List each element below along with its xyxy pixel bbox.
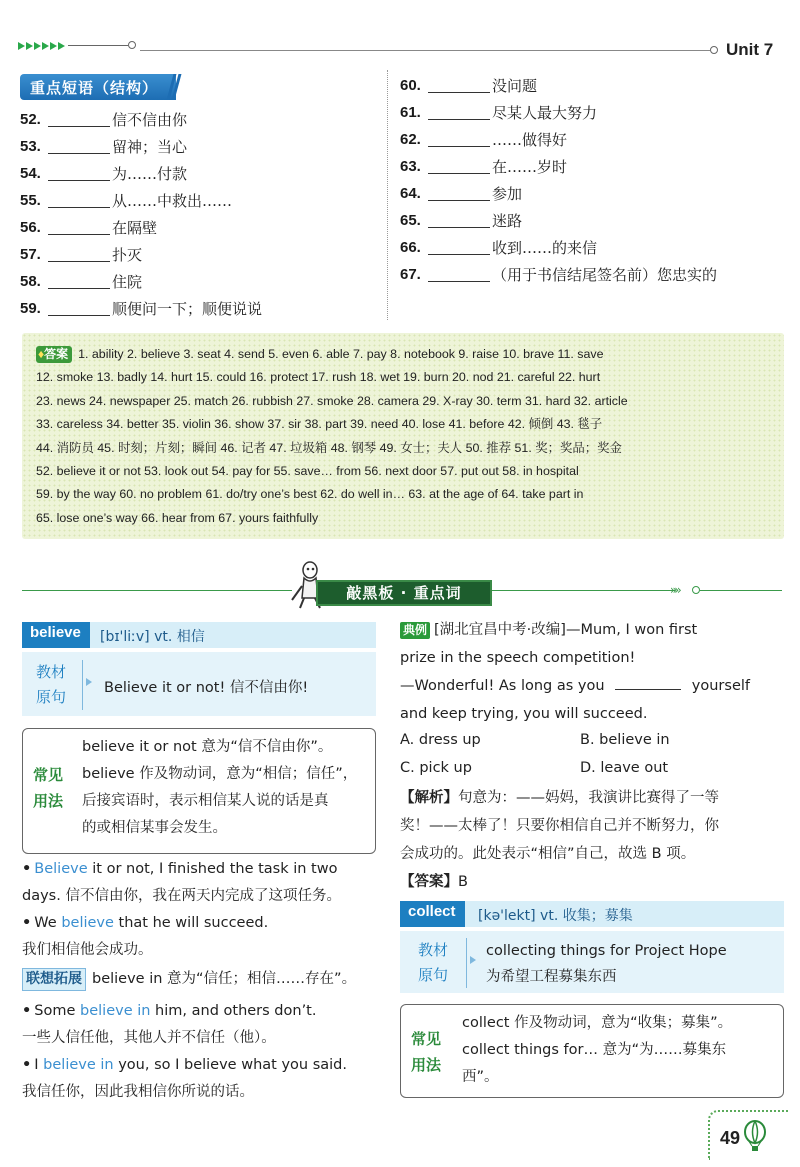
answer-blank[interactable] bbox=[428, 187, 490, 201]
bullet-icon: • bbox=[22, 1003, 32, 1019]
example-sentence: • We believe that he will succeed. 我们相信他会成功。 bbox=[22, 915, 269, 958]
source-text: collecting things for Project Hope 为希望工程募集东西 bbox=[486, 943, 727, 985]
answer-line: 23. news 24. newspaper 25. match 26. rubbish 27. smoke 28. camera 29. X-ray 30. term 31. hard 32. article bbox=[36, 393, 628, 408]
chevron-right-icon: »» bbox=[670, 583, 679, 597]
phrase-item: 61. 尽某人最大努力 bbox=[400, 104, 598, 122]
extension-note: 联想拓展 believe in 意为“信任；相信……存在”。 bbox=[22, 966, 380, 993]
phrase-item: 57. 扑灭 bbox=[20, 246, 143, 264]
header-dot-right bbox=[710, 46, 718, 54]
phrases-title: 重点短语（结构） bbox=[20, 74, 176, 100]
phrase-item: 64. 参加 bbox=[400, 185, 523, 203]
word-phonetic: [bɪ'liːv] vt. 相信 bbox=[100, 629, 205, 645]
phrase-list-right bbox=[400, 72, 717, 288]
banner-title: 敲黑板 · 重点词 bbox=[316, 580, 492, 606]
answer-line: ♦答案 1. ability 2. believe 3. seat 4. send 5. even 6. able 7. pay 8. notebook 9. raise 10. brave 11. save bbox=[38, 347, 604, 362]
page-number: 49 bbox=[720, 1128, 741, 1148]
answer-blank[interactable] bbox=[428, 133, 490, 147]
answer-blank[interactable] bbox=[48, 221, 110, 235]
word-believe: believe bbox=[22, 622, 90, 648]
word-collect: collect bbox=[400, 901, 465, 927]
phrase-item: 58. 住院 bbox=[20, 273, 143, 291]
example-question: 典例 [湖北宜昌中考·改编]—Mum, I won first prize in the speech competition! —Wonderful! As long as you yourself and keep trying, you will succeed. bbox=[400, 622, 750, 722]
answer-line: 59. by the way 60. no problem 61. do/try one’s best 62. do well in… 63. at the age of 64. take part in bbox=[36, 487, 584, 502]
usage-text: collect 作及物动词，意为“收集；募集”。 collect things for… 意为“为……募集东 西”。 bbox=[462, 1015, 733, 1085]
analysis: 【解析】句意为：——妈妈，我演讲比赛得了一等 奖！——太棒了！只要你相信自己并不断努力，你 会成功的。此处表示“相信”自己，故选 B 项。 【答案】B bbox=[400, 790, 719, 890]
answer-blank[interactable] bbox=[48, 248, 110, 262]
phrase-item: 62. ……做得好 bbox=[400, 131, 568, 149]
banner-line bbox=[700, 590, 782, 591]
example-sentence: • Believe it or not, I finished the task in two days. 信不信由你，我在两天内完成了这项任务。 bbox=[22, 861, 341, 904]
source-label: 教材 原句 bbox=[36, 663, 67, 706]
answer-text bbox=[36, 343, 770, 530]
option-a[interactable]: A. dress up bbox=[400, 732, 481, 748]
example-sentence: • Some believe in him, and others don’t. 一些人信任他，其他人并不信任（他）。 bbox=[22, 1003, 317, 1046]
hot-air-balloon-icon bbox=[742, 1120, 768, 1152]
header-line bbox=[68, 45, 128, 46]
answer-blank[interactable] bbox=[615, 676, 681, 690]
header-line-right bbox=[140, 50, 710, 51]
source-divider bbox=[466, 938, 467, 988]
option-b[interactable]: B. believe in bbox=[580, 732, 670, 748]
answer-line: 65. lose one’s way 66. hear from 67. yours faithfully bbox=[36, 510, 319, 525]
usage-text: believe it or not 意为“信不信由你”。 believe 作及物动词，意为“相信；信任”， 后接宾语时，表示相信某人说的话是真 的或相信某事会发生。 bbox=[82, 739, 358, 836]
phrase-item: 52. 信不信由你 bbox=[20, 111, 188, 129]
answer-line: 12. smoke 13. badly 14. hurt 15. could 16. protect 17. rush 18. wet 19. burn 20. nod 21. careful 22. hurt bbox=[36, 370, 601, 385]
answer-blank[interactable] bbox=[428, 160, 490, 174]
word-phonetic: [kə'lekt] vt. 收集；募集 bbox=[478, 908, 633, 924]
answer-blank[interactable] bbox=[48, 302, 110, 316]
answer-blank[interactable] bbox=[48, 167, 110, 181]
bullet-icon: • bbox=[22, 915, 32, 931]
extension-tag: 联想拓展 bbox=[22, 968, 86, 991]
answer-tag: ♦答案 bbox=[36, 346, 72, 363]
triangle-right-icon bbox=[86, 678, 92, 686]
answer-blank[interactable] bbox=[48, 194, 110, 208]
answer-box bbox=[22, 333, 784, 539]
source-text: Believe it or not! 信不信由你! bbox=[104, 680, 309, 696]
phrase-item: 60. 没问题 bbox=[400, 77, 538, 95]
bullet-icon: • bbox=[22, 861, 32, 877]
answer-blank[interactable] bbox=[48, 275, 110, 289]
phrase-item: 55. 从……中救出…… bbox=[20, 192, 233, 210]
header-dot bbox=[128, 41, 136, 49]
bullet-icon: • bbox=[22, 1057, 32, 1073]
pin-icon: ♦ bbox=[38, 347, 45, 362]
banner-line bbox=[22, 590, 292, 591]
unit-label: Unit 7 bbox=[726, 40, 774, 59]
phrase-item: 53. 留神；当心 bbox=[20, 138, 188, 156]
example-tag: 典例 bbox=[400, 622, 430, 639]
banner-dot bbox=[692, 586, 700, 594]
answer-blank[interactable] bbox=[48, 113, 110, 127]
phrase-item: 63. 在……岁时 bbox=[400, 158, 568, 176]
usage-label: 常见 用法 bbox=[32, 766, 63, 810]
example-sentence: • I believe in you, so I believe what you said. 我信任你，因此我相信你所说的话。 bbox=[22, 1057, 347, 1100]
title-stripes bbox=[170, 74, 178, 100]
answer-blank[interactable] bbox=[428, 214, 490, 228]
answer-blank[interactable] bbox=[428, 106, 490, 120]
header-arrows bbox=[18, 42, 65, 50]
answer-blank[interactable] bbox=[428, 79, 490, 93]
triangle-right-icon bbox=[470, 956, 476, 964]
phrase-list-left bbox=[20, 106, 262, 322]
usage-label: 常见 用法 bbox=[410, 1030, 441, 1074]
banner-line bbox=[480, 590, 675, 591]
source-divider bbox=[82, 660, 83, 710]
phrase-item: 65. 迷路 bbox=[400, 212, 523, 230]
answer-line: 52. believe it or not 53. look out 54. pay for 55. save… from 56. next door 57. put out 58. in hospital bbox=[36, 464, 579, 479]
phrase-item: 59. 顺便问一下；顺便说说 bbox=[20, 300, 263, 318]
answer-blank[interactable] bbox=[428, 241, 490, 255]
answer-line: 44. 消防员 45. 时刻；片刻；瞬间 46. 记者 47. 垃圾箱 48. 钢琴 49. 女士；夫人 50. 推荐 51. 奖；奖品；奖金 bbox=[36, 440, 622, 455]
answer-line: 33. careless 34. better 35. violin 36. show 37. sir 38. part 39. need 40. lose 41. before 42. 倾倒 43. 毯子 bbox=[36, 417, 603, 432]
source-label: 教材 原句 bbox=[418, 941, 449, 984]
phrase-item: 54. 为……付款 bbox=[20, 165, 188, 183]
option-c[interactable]: C. pick up bbox=[400, 760, 472, 776]
column-divider bbox=[387, 70, 388, 320]
option-d[interactable]: D. leave out bbox=[580, 760, 669, 776]
phrase-item: 66. 收到……的来信 bbox=[400, 239, 598, 257]
answer-blank[interactable] bbox=[48, 140, 110, 154]
answer-blank[interactable] bbox=[428, 268, 490, 282]
phrase-item: 67. （用于书信结尾签名前）您忠实的 bbox=[400, 266, 718, 284]
phrase-item: 56. 在隔壁 bbox=[20, 219, 158, 237]
